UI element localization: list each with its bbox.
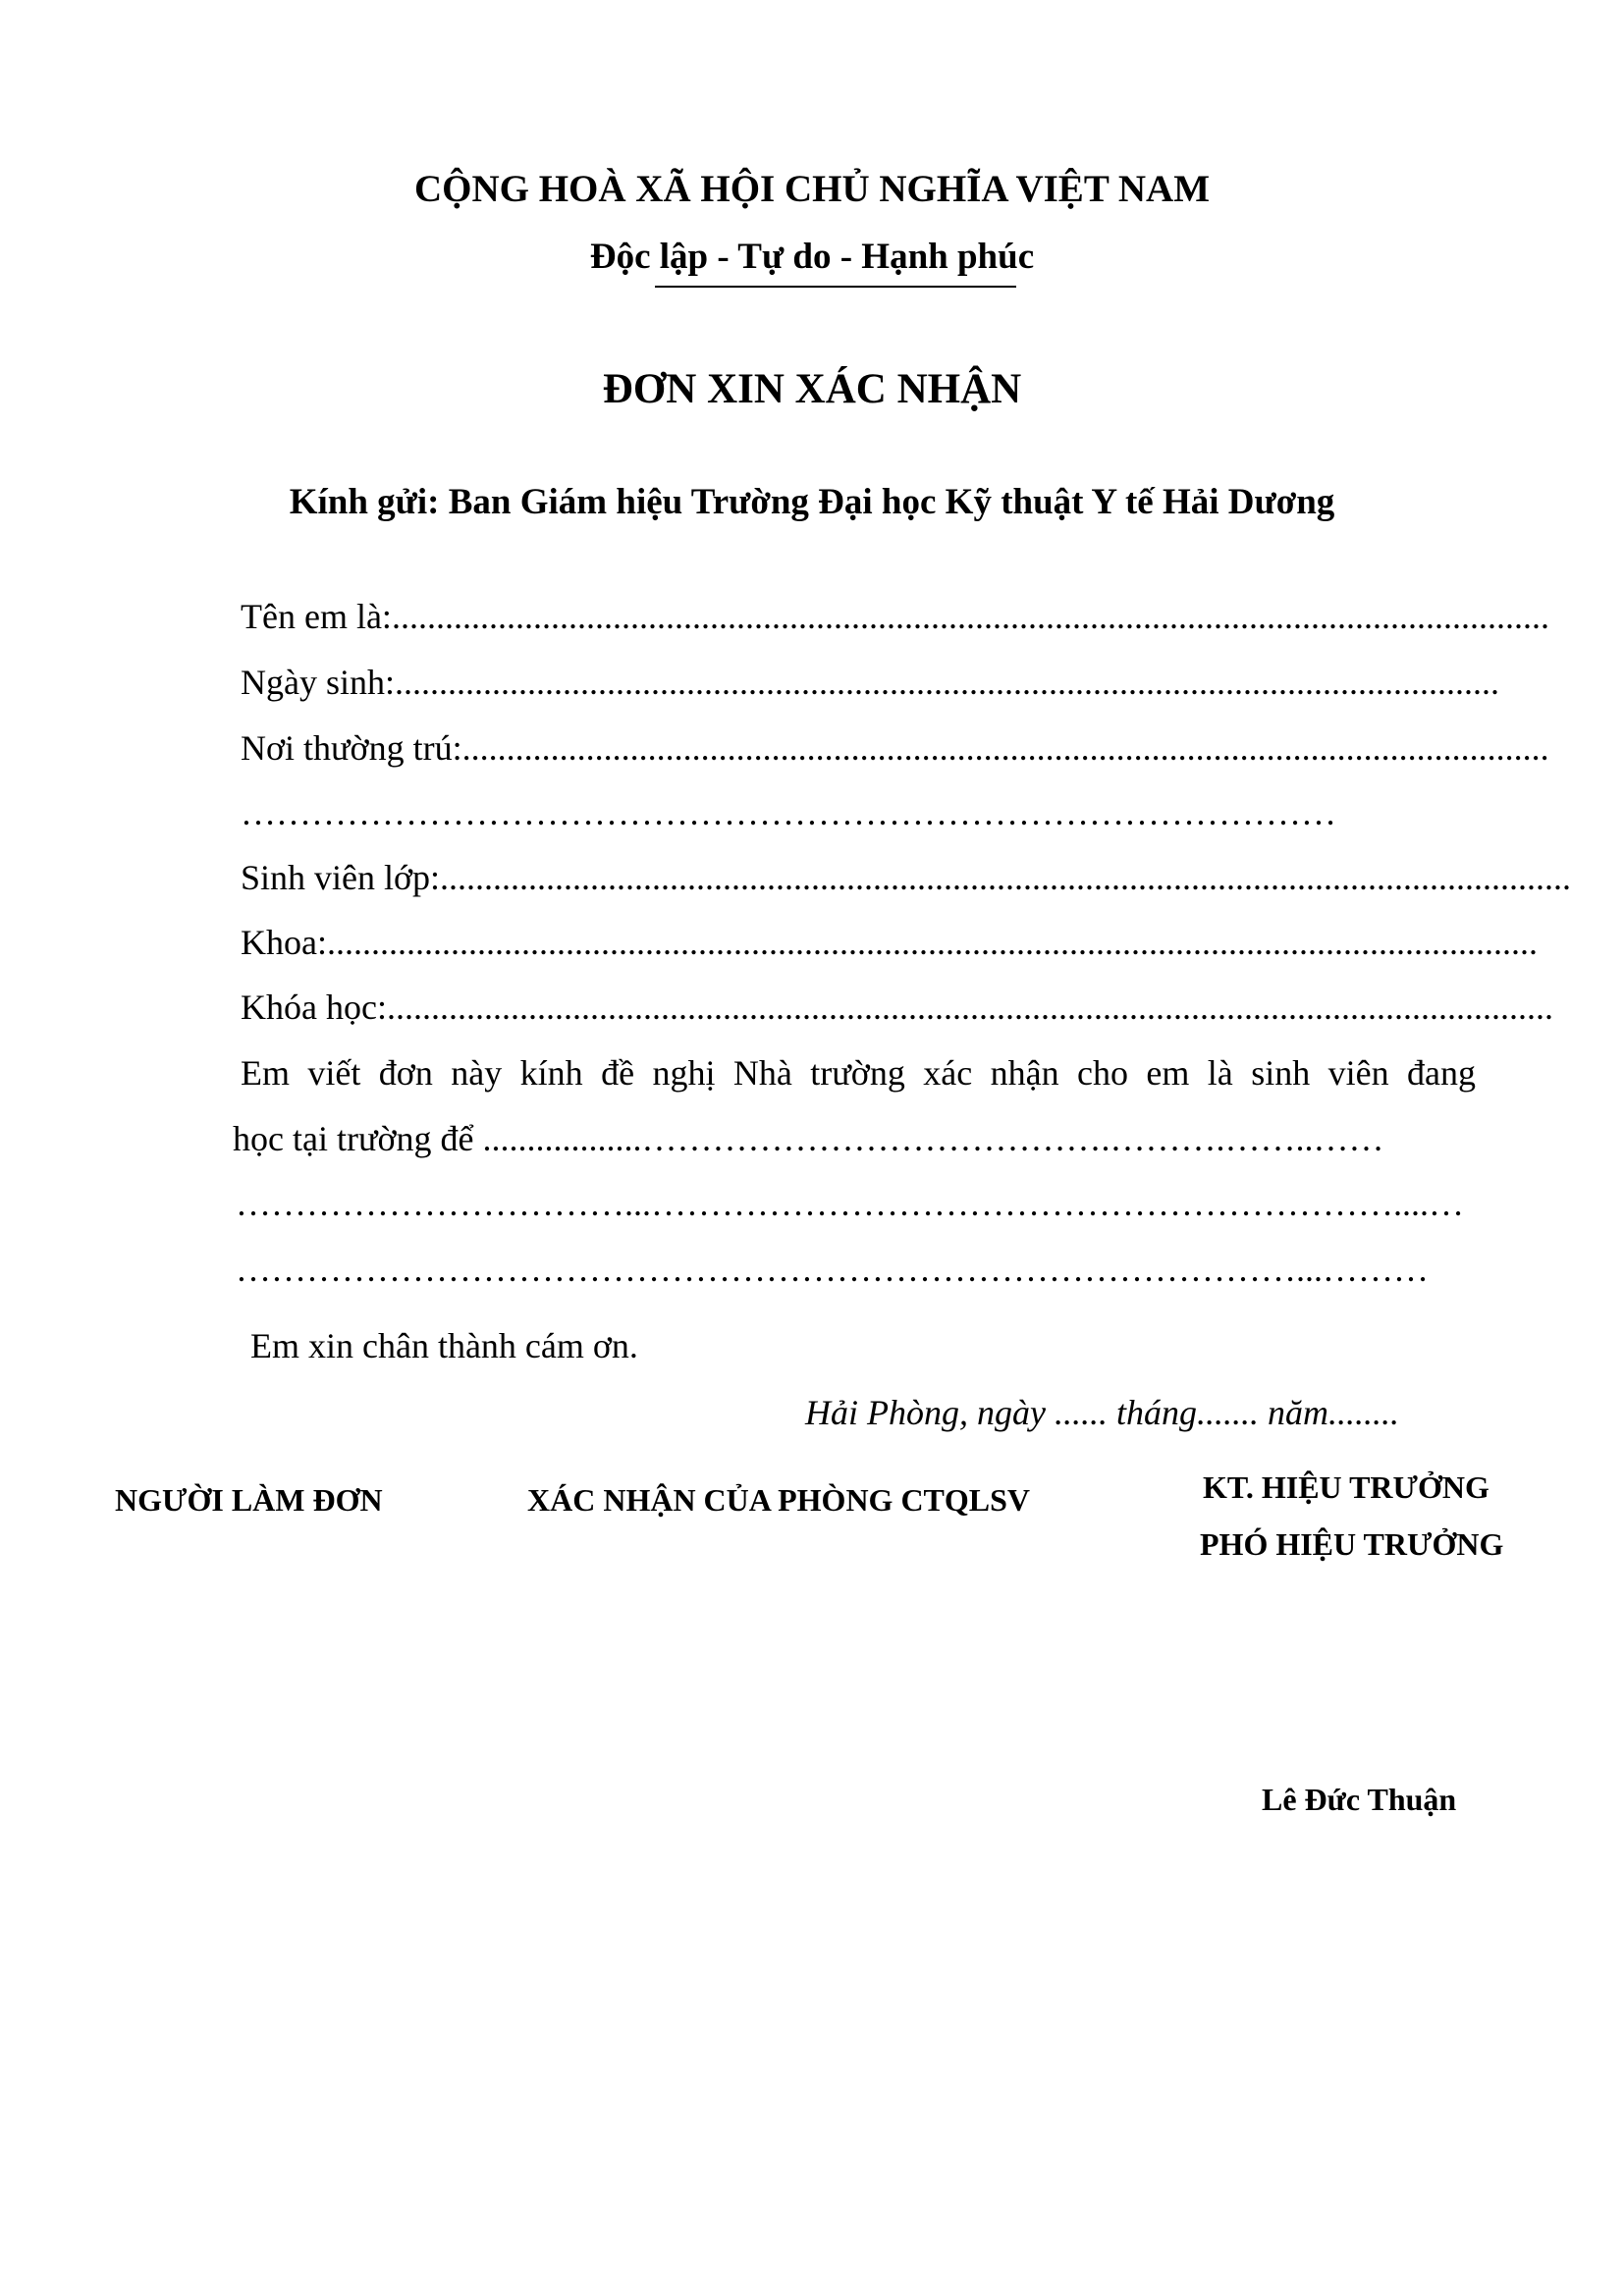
field-course-blank[interactable]: ....................................................................................................................................	[386, 988, 1553, 1027]
request-text-line1: Em viết đơn này kính đề nghị Nhà trường xác nhận cho em là sinh viên đang	[241, 1053, 1476, 1093]
field-dob-blank[interactable]: .............................................................................................................................	[395, 663, 1499, 702]
field-faculty-label: Khoa:	[241, 923, 327, 962]
form-title: ĐƠN XIN XÁC NHẬN	[602, 366, 1022, 412]
nation-title: CỘNG HOÀ XÃ HỘI CHỦ NGHĨA VIỆT NAM	[413, 168, 1211, 210]
field-class-label: Sinh viên lớp:	[241, 858, 441, 897]
signature-applicant: NGƯỜI LÀM ĐƠN	[115, 1482, 383, 1518]
request-reason-line3[interactable]: ………………………………………………………………………………...………	[236, 1250, 1429, 1289]
thanks-text: Em xin chân thành cám ơn.	[250, 1326, 638, 1365]
signature-principal-title: KT. HIỆU TRƯỞNG	[1203, 1469, 1489, 1505]
field-name-label: Tên em là:	[241, 597, 392, 636]
field-course[interactable]	[241, 989, 1553, 1025]
field-faculty[interactable]	[241, 925, 1538, 960]
field-name-blank[interactable]: ...................................................................................................................................	[391, 597, 1549, 636]
field-dob-label: Ngày sinh:	[241, 663, 395, 702]
recipient-line: Kính gửi: Ban Giám hiệu Trường Đại học Kỹ thuật Y tế Hải Dương	[289, 482, 1335, 522]
field-faculty-blank[interactable]: .........................................................................................................................................	[326, 923, 1538, 962]
date-place-line: Hải Phòng, ngày ...... tháng....... năm........	[805, 1393, 1399, 1432]
field-address-line2[interactable]: …………………………………………………………………………………	[241, 793, 1336, 832]
field-address-label: Nơi thường trú:	[241, 728, 462, 768]
field-name[interactable]	[241, 599, 1549, 634]
field-dob[interactable]	[241, 665, 1499, 700]
field-course-label: Khóa học:	[241, 988, 387, 1027]
field-address-blank[interactable]: ...........................................................................................................................	[461, 728, 1549, 768]
field-class-blank[interactable]: ................................................................................................................................	[440, 858, 1572, 897]
motto-underline	[655, 286, 1016, 288]
signer-name: Lê Đức Thuận	[1262, 1782, 1457, 1817]
field-address[interactable]	[241, 730, 1549, 766]
request-reason-line1[interactable]: học tại trường để ..................………………………………….……….……..……	[233, 1119, 1384, 1158]
request-reason-line2[interactable]: ……………………………...………………………………………………………....…	[236, 1184, 1464, 1223]
signature-vice-principal-title: PHÓ HIỆU TRƯỞNG	[1200, 1526, 1504, 1562]
field-class[interactable]	[241, 860, 1571, 895]
national-motto: Độc lập - Tự do - Hạnh phúc	[589, 237, 1035, 277]
signature-office: XÁC NHẬN CỦA PHÒNG CTQLSV	[527, 1482, 1031, 1518]
